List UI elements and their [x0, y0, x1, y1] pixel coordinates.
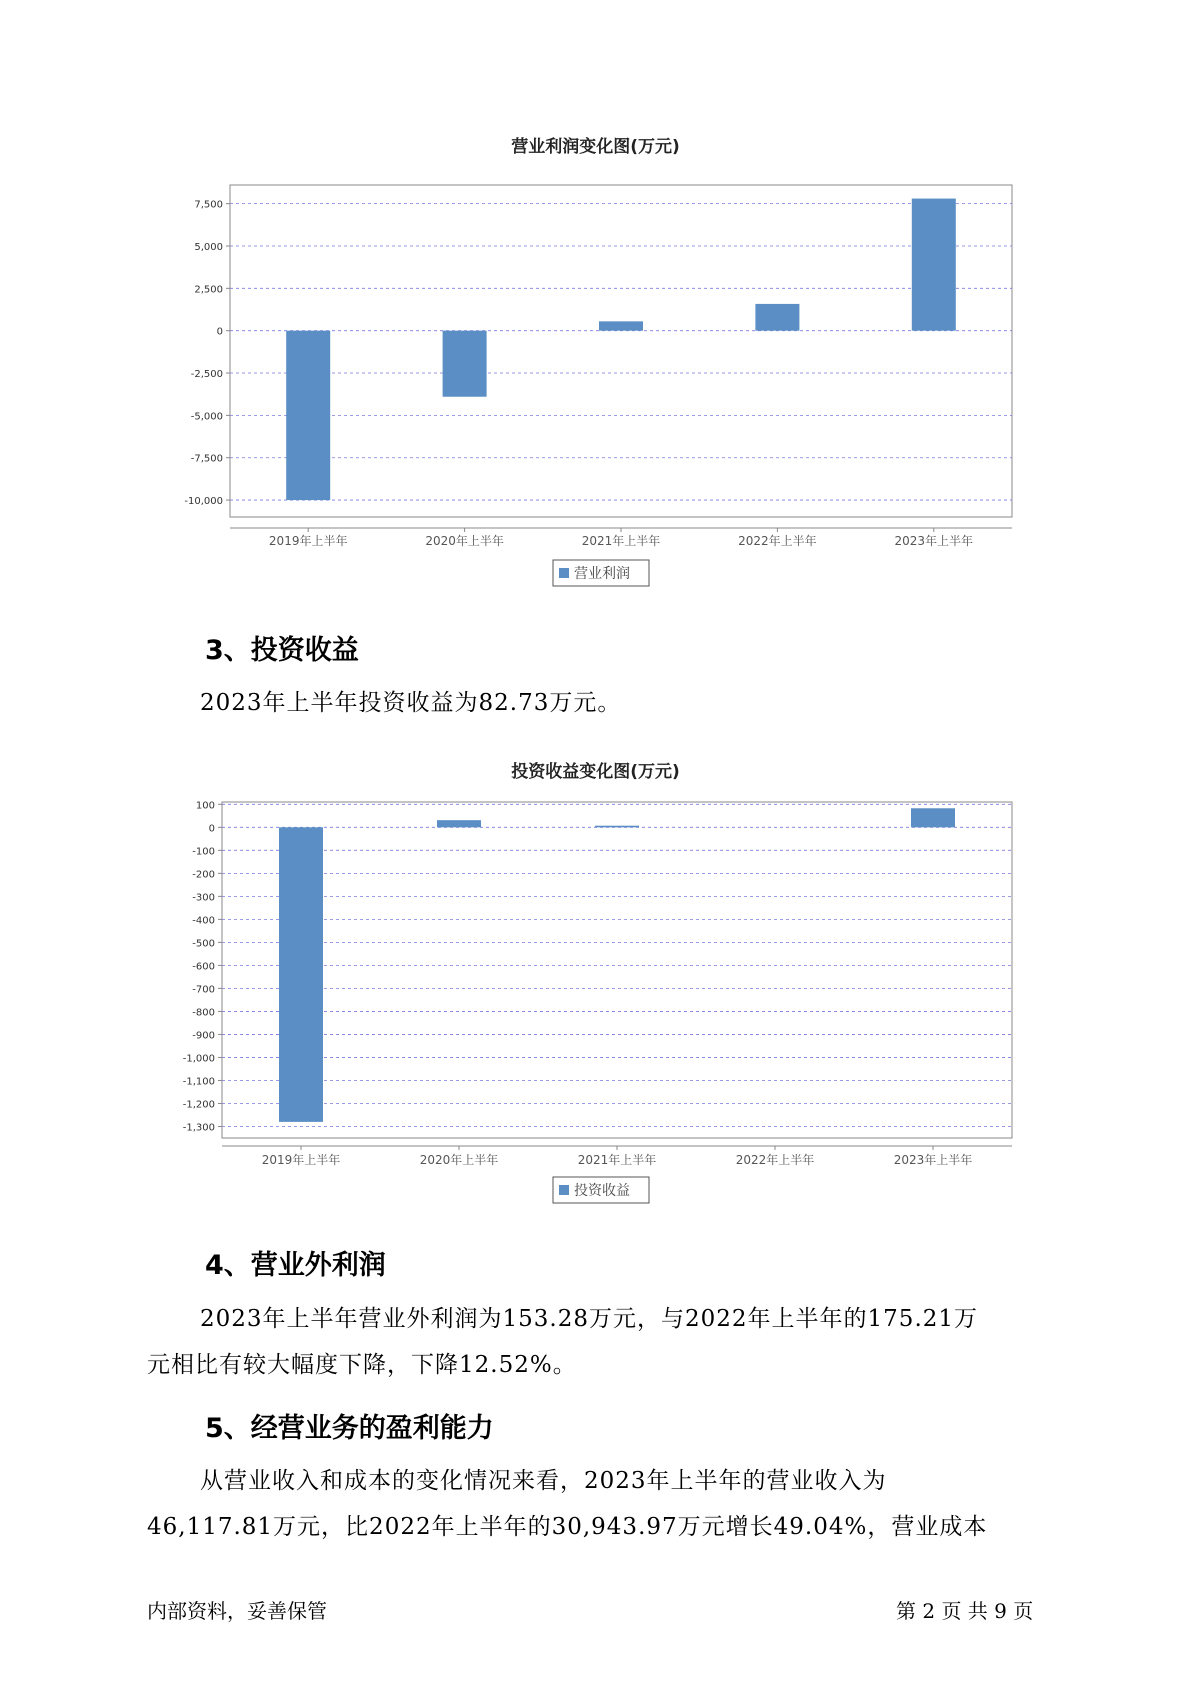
y-tick-label: 0 — [208, 823, 215, 835]
x-tick-label: 2022年上半年 — [738, 534, 817, 548]
x-tick-label: 2022年上半年 — [735, 1153, 815, 1167]
plot-area — [222, 802, 1012, 1138]
y-tick-label: -2,500 — [190, 369, 223, 381]
x-tick-label: 2019年上半年 — [268, 534, 348, 548]
y-tick-label: -7,500 — [190, 453, 223, 465]
legend-label: 投资收益 — [574, 1183, 630, 1199]
bar — [437, 820, 481, 827]
y-tick-label: -600 — [192, 961, 215, 973]
section-line-2: 46,117.81万元，比2022年上半年的30,943.97万元增长49.04%，营业成本 — [147, 1514, 988, 1540]
section-line-2: 元相比有较大幅度下降，下降12.52%。 — [147, 1352, 577, 1378]
y-tick-label: -400 — [192, 915, 215, 927]
plot-area — [230, 185, 1012, 517]
x-tick-label: 2019年上半年 — [261, 1153, 341, 1167]
bar — [755, 304, 799, 331]
section-heading-profitability: 5、经营业务的盈利能力 — [205, 1413, 494, 1444]
y-tick-label: -1,200 — [182, 1099, 215, 1111]
y-tick-label: -200 — [192, 869, 215, 881]
y-tick-label: -700 — [192, 984, 215, 996]
legend-swatch — [559, 568, 569, 578]
bar — [286, 331, 330, 500]
bar — [911, 808, 955, 827]
x-tick-label: 2021年上半年 — [581, 534, 661, 548]
section-line-1: 2023年上半年营业外利润为153.28万元，与2022年上半年的175.21万 — [200, 1306, 979, 1332]
section-line-1: 从营业收入和成本的变化情况来看，2023年上半年的营业收入为 — [200, 1468, 887, 1494]
y-tick-label: -900 — [192, 1030, 215, 1042]
y-tick-label: -1,100 — [182, 1076, 215, 1088]
y-tick-label: 0 — [216, 326, 223, 338]
y-tick-label: 100 — [195, 800, 215, 812]
chart1-title: 营业利润变化图(万元) — [511, 137, 680, 157]
x-tick-label: 2023年上半年 — [893, 1153, 973, 1167]
section-heading-investment-income: 3、投资收益 — [205, 635, 359, 666]
bar — [279, 827, 323, 1122]
y-tick-label: -10,000 — [184, 496, 223, 508]
x-tick-label: 2020年上半年 — [425, 534, 504, 548]
y-tick-label: -1,000 — [182, 1053, 215, 1065]
bar — [443, 331, 487, 397]
y-tick-label: -500 — [192, 938, 215, 950]
y-tick-label: 5,000 — [194, 241, 223, 253]
investment-income-chart — [0, 780, 1191, 1210]
y-tick-label: -300 — [192, 892, 215, 904]
x-tick-label: 2020年上半年 — [419, 1153, 499, 1167]
y-tick-label: 2,500 — [194, 284, 223, 296]
y-tick-label: -5,000 — [190, 411, 223, 423]
footer-page-number: 第 2 页 共 9 页 — [896, 1599, 1034, 1623]
bar — [912, 199, 956, 331]
y-tick-label: 7,500 — [194, 199, 223, 211]
operating-profit-chart — [0, 150, 1191, 590]
y-tick-label: -800 — [192, 1007, 215, 1019]
bar — [595, 826, 639, 828]
footer-confidential: 内部资料，妥善保管 — [147, 1599, 327, 1623]
y-tick-label: -100 — [192, 846, 215, 858]
section-paragraph-investment-income: 2023年上半年投资收益为82.73万元。 — [200, 690, 622, 716]
x-tick-label: 2021年上半年 — [577, 1153, 657, 1167]
legend-label: 营业利润 — [574, 566, 630, 582]
x-tick-label: 2023年上半年 — [894, 534, 974, 548]
section-heading-non-operating-profit: 4、营业外利润 — [205, 1250, 386, 1281]
y-tick-label: -1,300 — [182, 1122, 215, 1134]
bar — [599, 321, 643, 330]
chart2-title: 投资收益变化图(万元) — [511, 762, 680, 782]
legend-swatch — [559, 1185, 569, 1195]
